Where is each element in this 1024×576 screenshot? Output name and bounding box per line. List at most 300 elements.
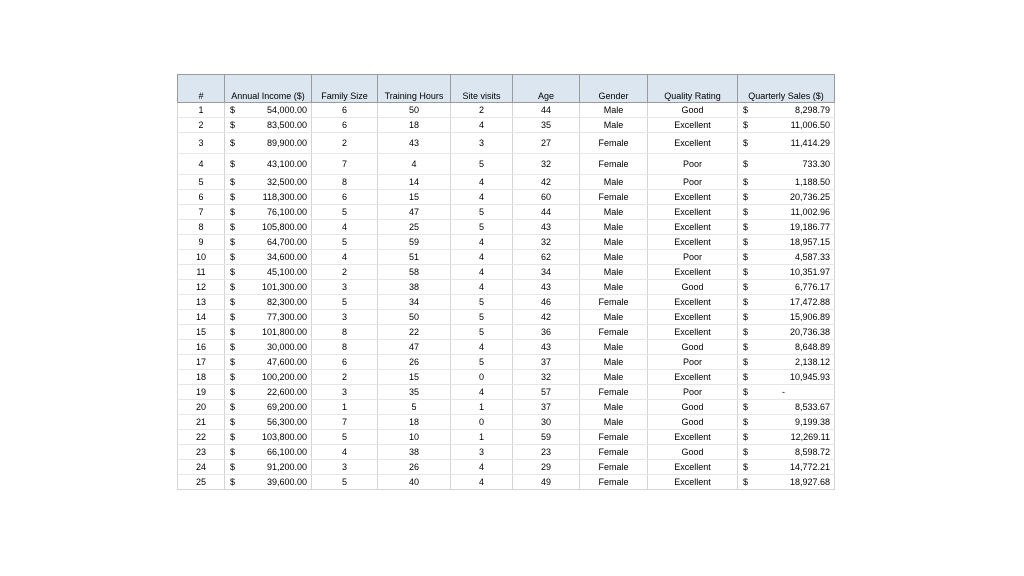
cell-gender[interactable]: Male — [580, 103, 648, 118]
cell-family-size[interactable]: 5 — [312, 430, 378, 445]
cell-quarterly-sales[interactable] — [738, 385, 835, 400]
cell-training-hours[interactable]: 14 — [378, 175, 451, 190]
cell-annual-income-value: 43,100.00 — [266, 159, 307, 169]
cell-gender[interactable]: Male — [580, 250, 648, 265]
cell-index[interactable]: 10 — [178, 250, 225, 265]
cell-quality-rating[interactable]: Excellent — [648, 190, 738, 205]
currency-symbol: $ — [743, 105, 749, 115]
cell-quarterly-sales-value: 8,533.67 — [794, 402, 830, 412]
cell-quality-rating[interactable]: Excellent — [648, 430, 738, 445]
cell-quality-rating[interactable]: Poor — [648, 355, 738, 370]
cell-training-hours[interactable]: 10 — [378, 430, 451, 445]
cell-training-hours[interactable]: 50 — [378, 103, 451, 118]
cell-annual-income[interactable] — [225, 265, 312, 280]
cell-annual-income[interactable] — [225, 220, 312, 235]
cell-quarterly-sales[interactable] — [738, 400, 835, 415]
cell-annual-income-value: 30,000.00 — [266, 342, 307, 352]
cell-site-visits[interactable]: 5 — [451, 205, 513, 220]
cell-annual-income-value: 69,200.00 — [266, 402, 307, 412]
cell-family-size[interactable]: 8 — [312, 340, 378, 355]
cell-index[interactable]: 17 — [178, 355, 225, 370]
cell-gender[interactable]: Male — [580, 265, 648, 280]
cell-site-visits[interactable]: 4 — [451, 190, 513, 205]
cell-annual-income[interactable] — [225, 460, 312, 475]
cell-training-hours[interactable]: 4 — [378, 154, 451, 175]
cell-family-size[interactable]: 4 — [312, 250, 378, 265]
cell-annual-income[interactable] — [225, 175, 312, 190]
cell-gender[interactable]: Female — [580, 385, 648, 400]
cell-family-size[interactable]: 2 — [312, 370, 378, 385]
cell-site-visits[interactable]: 1 — [451, 400, 513, 415]
cell-quarterly-sales-value: 733.30 — [802, 159, 830, 169]
cell-training-hours[interactable]: 43 — [378, 133, 451, 154]
cell-quarterly-sales[interactable] — [738, 154, 835, 175]
cell-site-visits[interactable]: 4 — [451, 475, 513, 490]
cell-quality-rating[interactable]: Excellent — [648, 295, 738, 310]
table-row — [178, 205, 835, 220]
cell-quarterly-sales[interactable] — [738, 340, 835, 355]
cell-age[interactable]: 29 — [513, 460, 580, 475]
cell-family-size[interactable]: 5 — [312, 295, 378, 310]
cell-age[interactable]: 46 — [513, 295, 580, 310]
cell-quality-rating[interactable]: Excellent — [648, 310, 738, 325]
cell-gender[interactable]: Male — [580, 118, 648, 133]
cell-age[interactable]: 59 — [513, 430, 580, 445]
cell-family-size[interactable]: 3 — [312, 385, 378, 400]
cell-age[interactable]: 27 — [513, 133, 580, 154]
cell-training-hours[interactable]: 40 — [378, 475, 451, 490]
currency-symbol: $ — [743, 402, 749, 412]
cell-age[interactable]: 32 — [513, 370, 580, 385]
cell-annual-income[interactable] — [225, 340, 312, 355]
cell-training-hours[interactable]: 26 — [378, 460, 451, 475]
cell-quarterly-sales-value: 12,269.11 — [790, 432, 830, 442]
currency-symbol: $ — [230, 312, 236, 322]
cell-family-size[interactable]: 8 — [312, 325, 378, 340]
header-quality-rating[interactable]: Quality Rating — [648, 75, 738, 103]
cell-age[interactable]: 36 — [513, 325, 580, 340]
cell-family-size[interactable]: 5 — [312, 235, 378, 250]
cell-age[interactable]: 32 — [513, 235, 580, 250]
cell-annual-income[interactable] — [225, 385, 312, 400]
cell-quality-rating[interactable]: Excellent — [648, 235, 738, 250]
cell-age[interactable]: 60 — [513, 190, 580, 205]
cell-quality-rating[interactable]: Good — [648, 400, 738, 415]
cell-age[interactable]: 57 — [513, 385, 580, 400]
cell-gender[interactable]: Female — [580, 460, 648, 475]
cell-training-hours[interactable]: 38 — [378, 445, 451, 460]
cell-quarterly-sales[interactable] — [738, 175, 835, 190]
cell-family-size[interactable]: 4 — [312, 220, 378, 235]
header-family-size[interactable]: Family Size — [312, 75, 378, 103]
cell-training-hours[interactable]: 35 — [378, 385, 451, 400]
cell-annual-income[interactable] — [225, 154, 312, 175]
currency-symbol: $ — [230, 357, 236, 367]
cell-quality-rating[interactable]: Good — [648, 445, 738, 460]
cell-site-visits[interactable]: 5 — [451, 325, 513, 340]
cell-annual-income[interactable] — [225, 310, 312, 325]
cell-quarterly-sales[interactable] — [738, 235, 835, 250]
cell-training-hours[interactable]: 5 — [378, 400, 451, 415]
cell-site-visits[interactable]: 4 — [451, 235, 513, 250]
cell-annual-income[interactable] — [225, 235, 312, 250]
currency-symbol: $ — [230, 402, 236, 412]
cell-index[interactable]: 18 — [178, 370, 225, 385]
cell-quarterly-sales-value: 8,598.72 — [794, 447, 830, 457]
cell-index[interactable]: 25 — [178, 475, 225, 490]
cell-quarterly-sales[interactable] — [738, 250, 835, 265]
currency-symbol: $ — [230, 477, 236, 487]
table-row — [178, 445, 835, 460]
table-row — [178, 133, 835, 154]
cell-quality-rating[interactable]: Excellent — [648, 370, 738, 385]
cell-family-size[interactable]: 7 — [312, 415, 378, 430]
cell-quality-rating[interactable]: Good — [648, 280, 738, 295]
cell-index[interactable]: 21 — [178, 415, 225, 430]
cell-index[interactable]: 20 — [178, 400, 225, 415]
cell-quarterly-sales[interactable] — [738, 325, 835, 340]
cell-quarterly-sales-value: 15,906.89 — [789, 312, 830, 322]
cell-annual-income-value: 77,300.00 — [266, 312, 307, 322]
cell-index[interactable]: 9 — [178, 235, 225, 250]
cell-site-visits[interactable]: 5 — [451, 220, 513, 235]
cell-quarterly-sales[interactable] — [738, 445, 835, 460]
cell-age[interactable]: 49 — [513, 475, 580, 490]
cell-age[interactable]: 42 — [513, 310, 580, 325]
cell-annual-income-value: 83,500.00 — [266, 120, 307, 130]
header-index[interactable]: # — [178, 75, 225, 103]
currency-symbol: $ — [230, 417, 236, 427]
cell-training-hours[interactable]: 18 — [378, 118, 451, 133]
currency-symbol: $ — [230, 282, 236, 292]
cell-quality-rating[interactable]: Excellent — [648, 265, 738, 280]
cell-training-hours[interactable]: 15 — [378, 370, 451, 385]
currency-symbol: $ — [230, 138, 236, 148]
cell-index[interactable]: 4 — [178, 154, 225, 175]
cell-training-hours[interactable]: 38 — [378, 280, 451, 295]
cell-quarterly-sales[interactable] — [738, 355, 835, 370]
cell-index[interactable]: 3 — [178, 133, 225, 154]
currency-symbol: $ — [743, 417, 749, 427]
cell-family-size[interactable]: 4 — [312, 445, 378, 460]
table-row — [178, 400, 835, 415]
cell-quality-rating[interactable]: Poor — [648, 250, 738, 265]
cell-training-hours[interactable]: 18 — [378, 415, 451, 430]
data-table — [177, 74, 835, 490]
cell-site-visits[interactable]: 5 — [451, 295, 513, 310]
cell-quarterly-sales[interactable] — [738, 475, 835, 490]
cell-quality-rating[interactable]: Poor — [648, 385, 738, 400]
cell-quarterly-sales[interactable] — [738, 103, 835, 118]
cell-annual-income-value: 56,300.00 — [266, 417, 307, 427]
cell-age[interactable]: 62 — [513, 250, 580, 265]
cell-annual-income[interactable] — [225, 325, 312, 340]
cell-index[interactable]: 14 — [178, 310, 225, 325]
cell-family-size[interactable]: 6 — [312, 118, 378, 133]
cell-quarterly-sales[interactable] — [738, 295, 835, 310]
cell-site-visits[interactable]: 3 — [451, 445, 513, 460]
cell-gender[interactable]: Female — [580, 295, 648, 310]
cell-annual-income[interactable] — [225, 133, 312, 154]
cell-site-visits[interactable]: 4 — [451, 265, 513, 280]
cell-gender[interactable]: Male — [580, 355, 648, 370]
currency-symbol: $ — [743, 192, 749, 202]
cell-gender[interactable]: Male — [580, 280, 648, 295]
cell-age[interactable]: 32 — [513, 154, 580, 175]
cell-annual-income[interactable] — [225, 280, 312, 295]
cell-index[interactable]: 5 — [178, 175, 225, 190]
cell-quality-rating[interactable]: Excellent — [648, 475, 738, 490]
cell-quality-rating[interactable]: Good — [648, 103, 738, 118]
cell-age[interactable]: 34 — [513, 265, 580, 280]
cell-annual-income[interactable] — [225, 250, 312, 265]
currency-symbol: $ — [743, 159, 749, 169]
cell-site-visits[interactable]: 0 — [451, 415, 513, 430]
cell-annual-income[interactable] — [225, 430, 312, 445]
cell-quarterly-sales[interactable] — [738, 310, 835, 325]
cell-site-visits[interactable]: 5 — [451, 154, 513, 175]
cell-quarterly-sales-value: 11,414.29 — [790, 138, 830, 148]
cell-annual-income-value: 34,600.00 — [266, 252, 307, 262]
cell-quarterly-sales-value: 11,006.50 — [790, 120, 830, 130]
cell-quality-rating[interactable]: Good — [648, 340, 738, 355]
cell-quarterly-sales[interactable] — [738, 265, 835, 280]
cell-training-hours[interactable]: 58 — [378, 265, 451, 280]
cell-annual-income[interactable] — [225, 400, 312, 415]
table-row — [178, 325, 835, 340]
cell-site-visits[interactable]: 4 — [451, 280, 513, 295]
cell-training-hours[interactable]: 34 — [378, 295, 451, 310]
cell-gender[interactable]: Male — [580, 205, 648, 220]
cell-quality-rating[interactable]: Poor — [648, 175, 738, 190]
currency-symbol: $ — [230, 267, 236, 277]
cell-site-visits[interactable]: 4 — [451, 250, 513, 265]
cell-site-visits[interactable]: 5 — [451, 310, 513, 325]
cell-site-visits[interactable]: 4 — [451, 340, 513, 355]
cell-quarterly-sales[interactable] — [738, 280, 835, 295]
cell-quarterly-sales-value: 20,736.25 — [789, 192, 830, 202]
cell-family-size[interactable]: 6 — [312, 355, 378, 370]
cell-annual-income[interactable] — [225, 103, 312, 118]
header-annual-income[interactable]: Annual Income ($) — [225, 75, 312, 103]
header-site-visits[interactable]: Site visits — [451, 75, 513, 103]
cell-index[interactable]: 8 — [178, 220, 225, 235]
cell-quarterly-sales[interactable] — [738, 205, 835, 220]
cell-family-size[interactable]: 7 — [312, 154, 378, 175]
header-gender[interactable]: Gender — [580, 75, 648, 103]
cell-family-size[interactable]: 3 — [312, 310, 378, 325]
cell-annual-income-value: 91,200.00 — [266, 462, 307, 472]
cell-age[interactable]: 37 — [513, 355, 580, 370]
cell-index[interactable]: 11 — [178, 265, 225, 280]
cell-quarterly-sales-value: 1,188.50 — [794, 177, 830, 187]
cell-gender[interactable]: Female — [580, 154, 648, 175]
currency-symbol: $ — [230, 159, 236, 169]
cell-index[interactable]: 22 — [178, 430, 225, 445]
cell-gender[interactable]: Male — [580, 310, 648, 325]
cell-quarterly-sales[interactable] — [738, 415, 835, 430]
cell-quality-rating[interactable]: Excellent — [648, 118, 738, 133]
cell-index[interactable]: 15 — [178, 325, 225, 340]
cell-training-hours[interactable]: 47 — [378, 340, 451, 355]
cell-annual-income[interactable] — [225, 475, 312, 490]
cell-gender[interactable]: Male — [580, 415, 648, 430]
cell-site-visits[interactable]: 2 — [451, 103, 513, 118]
cell-training-hours[interactable]: 59 — [378, 235, 451, 250]
table-row — [178, 175, 835, 190]
cell-index[interactable]: 13 — [178, 295, 225, 310]
cell-annual-income[interactable] — [225, 355, 312, 370]
cell-quality-rating[interactable]: Excellent — [648, 133, 738, 154]
cell-quality-rating[interactable]: Excellent — [648, 205, 738, 220]
currency-symbol: $ — [743, 120, 749, 130]
cell-site-visits[interactable]: 4 — [451, 385, 513, 400]
cell-age[interactable]: 43 — [513, 220, 580, 235]
cell-annual-income[interactable] — [225, 118, 312, 133]
cell-family-size[interactable]: 6 — [312, 190, 378, 205]
cell-quarterly-sales-value: 11,002.96 — [790, 207, 830, 217]
header-age[interactable]: Age — [513, 75, 580, 103]
header-training-hours[interactable]: Training Hours — [378, 75, 451, 103]
cell-family-size[interactable]: 2 — [312, 133, 378, 154]
cell-quarterly-sales-value: 2,138.12 — [794, 357, 830, 367]
cell-annual-income-value: 101,300.00 — [261, 282, 307, 292]
table-row — [178, 340, 835, 355]
cell-gender[interactable]: Female — [580, 475, 648, 490]
cell-age[interactable]: 23 — [513, 445, 580, 460]
cell-gender[interactable]: Female — [580, 133, 648, 154]
cell-annual-income[interactable] — [225, 370, 312, 385]
cell-family-size[interactable]: 5 — [312, 205, 378, 220]
cell-training-hours[interactable]: 47 — [378, 205, 451, 220]
cell-index[interactable]: 23 — [178, 445, 225, 460]
cell-age[interactable]: 30 — [513, 415, 580, 430]
cell-index[interactable]: 1 — [178, 103, 225, 118]
cell-training-hours[interactable]: 50 — [378, 310, 451, 325]
currency-symbol: $ — [743, 342, 749, 352]
currency-symbol: $ — [230, 252, 236, 262]
cell-age[interactable]: 43 — [513, 280, 580, 295]
cell-family-size[interactable]: 6 — [312, 103, 378, 118]
cell-family-size[interactable]: 3 — [312, 280, 378, 295]
currency-symbol: $ — [230, 342, 236, 352]
cell-gender[interactable]: Female — [580, 445, 648, 460]
cell-age[interactable]: 44 — [513, 103, 580, 118]
cell-index[interactable]: 19 — [178, 385, 225, 400]
cell-training-hours[interactable]: 26 — [378, 355, 451, 370]
table-row — [178, 355, 835, 370]
cell-quality-rating[interactable]: Good — [648, 415, 738, 430]
currency-symbol: $ — [743, 477, 749, 487]
cell-index[interactable]: 12 — [178, 280, 225, 295]
table-row — [178, 220, 835, 235]
currency-symbol: $ — [743, 138, 749, 148]
cell-index[interactable]: 6 — [178, 190, 225, 205]
cell-site-visits[interactable]: 3 — [451, 133, 513, 154]
cell-site-visits[interactable]: 4 — [451, 175, 513, 190]
header-row — [178, 75, 835, 103]
cell-annual-income[interactable] — [225, 190, 312, 205]
cell-quarterly-sales[interactable] — [738, 370, 835, 385]
cell-site-visits[interactable]: 4 — [451, 118, 513, 133]
currency-symbol: $ — [230, 237, 236, 247]
cell-annual-income[interactable] — [225, 415, 312, 430]
cell-age[interactable]: 35 — [513, 118, 580, 133]
cell-quarterly-sales[interactable] — [738, 118, 835, 133]
cell-quality-rating[interactable]: Excellent — [648, 460, 738, 475]
cell-training-hours[interactable]: 15 — [378, 190, 451, 205]
cell-site-visits[interactable]: 4 — [451, 460, 513, 475]
cell-site-visits[interactable]: 0 — [451, 370, 513, 385]
cell-gender[interactable]: Female — [580, 430, 648, 445]
cell-quarterly-sales-value: 4,587.33 — [794, 252, 830, 262]
cell-index[interactable]: 16 — [178, 340, 225, 355]
cell-quarterly-sales[interactable] — [738, 430, 835, 445]
cell-gender[interactable]: Female — [580, 190, 648, 205]
cell-site-visits[interactable]: 5 — [451, 355, 513, 370]
cell-quarterly-sales[interactable] — [738, 460, 835, 475]
cell-index[interactable]: 7 — [178, 205, 225, 220]
cell-family-size[interactable]: 2 — [312, 265, 378, 280]
cell-gender[interactable]: Female — [580, 325, 648, 340]
cell-training-hours[interactable]: 22 — [378, 325, 451, 340]
cell-annual-income-value: 82,300.00 — [266, 297, 307, 307]
table-row — [178, 190, 835, 205]
cell-age[interactable]: 44 — [513, 205, 580, 220]
cell-quarterly-sales-value: 18,957.15 — [789, 237, 830, 247]
cell-index[interactable]: 2 — [178, 118, 225, 133]
cell-annual-income-value: 64,700.00 — [266, 237, 307, 247]
cell-family-size[interactable]: 1 — [312, 400, 378, 415]
cell-index[interactable]: 24 — [178, 460, 225, 475]
header-quarterly-sales[interactable]: Quarterly Sales ($) — [738, 75, 835, 103]
cell-annual-income[interactable] — [225, 445, 312, 460]
cell-annual-income[interactable] — [225, 205, 312, 220]
cell-quality-rating[interactable]: Excellent — [648, 325, 738, 340]
cell-quarterly-sales[interactable] — [738, 220, 835, 235]
cell-age[interactable]: 37 — [513, 400, 580, 415]
cell-family-size[interactable]: 5 — [312, 475, 378, 490]
cell-age[interactable]: 42 — [513, 175, 580, 190]
cell-quarterly-sales-value: 14,772.21 — [789, 462, 830, 472]
cell-quarterly-sales[interactable] — [738, 190, 835, 205]
table-row — [178, 475, 835, 490]
cell-gender[interactable]: Male — [580, 400, 648, 415]
cell-quarterly-sales-value: 8,648.89 — [794, 342, 830, 352]
currency-symbol: $ — [743, 387, 749, 397]
cell-quarterly-sales[interactable] — [738, 133, 835, 154]
cell-site-visits[interactable]: 1 — [451, 430, 513, 445]
table-row — [178, 118, 835, 133]
cell-gender[interactable]: Male — [580, 220, 648, 235]
cell-quality-rating[interactable]: Excellent — [648, 220, 738, 235]
cell-family-size[interactable]: 3 — [312, 460, 378, 475]
cell-gender[interactable]: Male — [580, 235, 648, 250]
cell-gender[interactable]: Male — [580, 370, 648, 385]
cell-training-hours[interactable]: 51 — [378, 250, 451, 265]
cell-annual-income[interactable] — [225, 295, 312, 310]
cell-family-size[interactable]: 8 — [312, 175, 378, 190]
cell-gender[interactable]: Male — [580, 175, 648, 190]
cell-age[interactable]: 43 — [513, 340, 580, 355]
cell-annual-income-value: 22,600.00 — [266, 387, 307, 397]
cell-training-hours[interactable]: 25 — [378, 220, 451, 235]
cell-gender[interactable]: Male — [580, 340, 648, 355]
currency-symbol: $ — [743, 267, 749, 277]
table-row — [178, 460, 835, 475]
cell-quality-rating[interactable]: Poor — [648, 154, 738, 175]
currency-symbol: $ — [743, 177, 749, 187]
